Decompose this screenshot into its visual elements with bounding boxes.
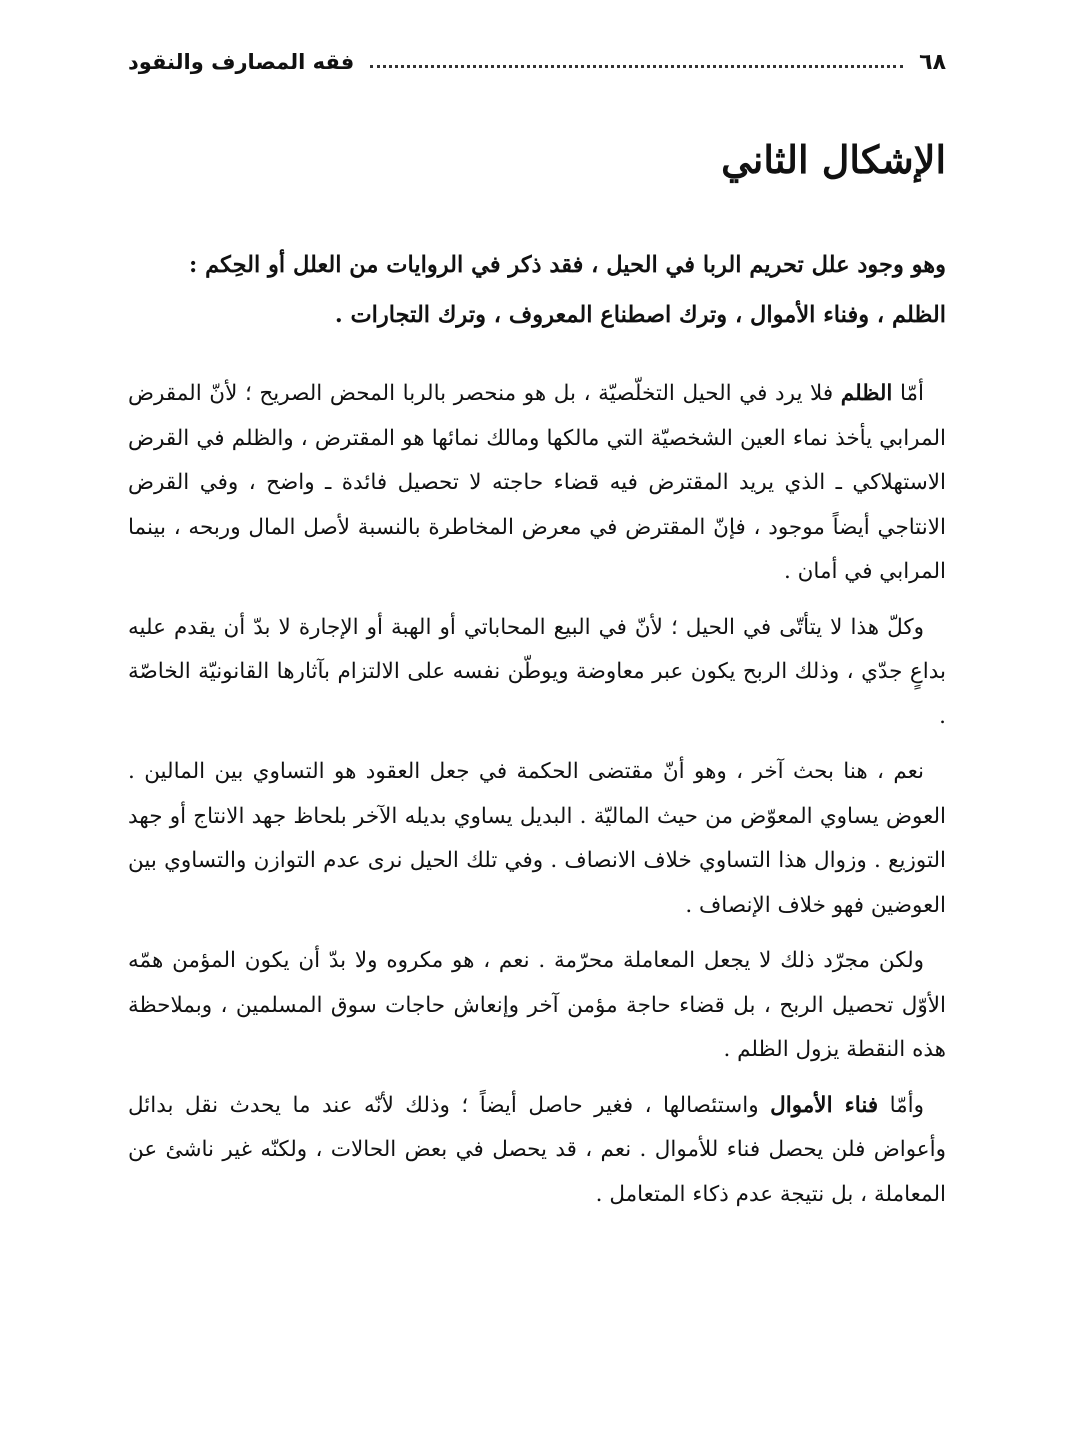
paragraph-5-bold-term: فناء الأموال — [770, 1092, 879, 1118]
lead-statement — [128, 240, 946, 340]
lead-line-2: الظلم ، وفناء الأموال ، وترك اصطناع المعروف ، وترك التجارات . — [334, 302, 946, 328]
paragraph-1-start: أمّا — [892, 381, 925, 406]
paragraph-2: وكلّ هذا لا يتأتّى في الحيل ؛ لأنّ في البيع المحاباتي أو الهبة أو الإجارة لا بدّ أن يقدم عليه بداعٍ جدّي ، وذلك الربح يكون عبر معاوضة ويوطّن نفسه على الالتزام بآثارها القانونيّة الخاصّة . — [128, 614, 946, 729]
paragraph-5-start: وأمّا — [878, 1092, 925, 1118]
paragraph-5 — [128, 1084, 946, 1218]
paragraph-3: نعم ، هنا بحث آخر ، وهو أنّ مقتضى الحكمة في جعل العقود هو التساوي بين المالين . العوض يساوي المعوّض من حيث الماليّة . البديل يساوي بديله الآخر بلحاظ جهد الانتاج أو جهد التوزيع . وزوال هذا التساوي خلاف الانصاف . وفي تلك الحيل نرى عدم التوازن والتساوي بين العوضين فهو خلاف الإنصاف . — [128, 759, 946, 918]
header-dot-leader — [370, 65, 903, 68]
body-text — [128, 372, 946, 1228]
running-title: فقه المصارف والنقود — [128, 50, 355, 74]
paragraph-1-rest: فلا يرد في الحيل التخلّصيّة ، بل هو منحصر بالربا المحض الصريح ؛ لأنّ المقرض المرابي يأخذ نماء العين الشخصيّة التي مالكها ومالك نمائها هو المقترض ، والظلم في القرض الاستهلاكي ـ الذي يريد المقترض فيه قضاء حاجته لا تحصيل فائدة ـ واضح ، وفي القرض الانتاجي أيضاً موجود ، فإنّ المقترض في معرض المخاطرة بالنسبة لأصل المال وربحه ، بينما المرابي في أمان . — [128, 381, 946, 584]
book-page — [128, 0, 946, 1439]
running-header — [128, 44, 946, 80]
paragraph-1 — [128, 372, 946, 595]
section-title: الإشكال الثاني — [721, 137, 946, 182]
paragraph-5-rest: واستئصالها ، فغير حاصل أيضاً ؛ وذلك لأنّه عند ما يحدث نقل بدائل وأعواض فلن يحصل فناء للأموال . نعم ، قد يحصل في بعض الحالات ، ولكنّه غير ناشئ عن المعاملة ، بل نتيجة عدم ذكاء المتعامل . — [128, 1092, 946, 1207]
paragraph-1-bold-term: الظلم — [840, 381, 893, 406]
lead-line-1: وهو وجود علل تحريم الربا في الحيل ، فقد ذكر في الروايات من العلل أو الحِكم : — [189, 252, 946, 278]
paragraph-4: ولكن مجرّد ذلك لا يجعل المعاملة محرّمة . نعم ، هو مكروه ولا بدّ أن يكون المؤمن همّه الأوّل تحصيل الربح ، بل قضاء حاجة مؤمن آخر وإنعاش حاجات سوق المسلمين ، وبملاحظة هذه النقطة يزول الظلم . — [128, 948, 946, 1062]
page-number: ٦٨ — [919, 49, 946, 75]
